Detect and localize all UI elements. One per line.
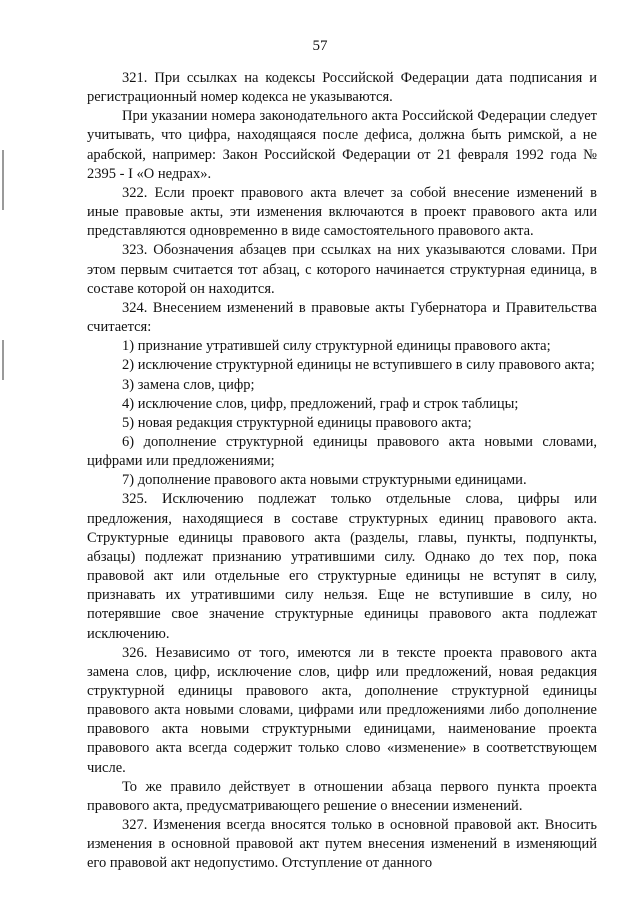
list-item-7: 7) дополнение правового акта новыми структурными единицами. [122, 472, 527, 489]
paragraph-322: 322. Если проект правового акта влечет за собой внесение изменений в иные правовые акты, эти изменения включаются в проект правового акта или представляются одновременно в виде самостоятельного правового акта. [87, 184, 597, 240]
paragraph-325: 325. Исключению подлежат только отдельные слова, цифры или предложения, находящиеся в составе структурных единиц правового акта. Структурные единицы правового акта (разделы, главы, пункты, подпункты, абзацы) подлежат признанию утратившими силу. Однако до тех пор, пока правовой акт или отдельные его структурные единицы не вступят в силу, признавать их утратившими силу нельзя. Еще не вступившие в силу, но потерявшие свое значение структурные единицы правового акта подлежат исключению. [87, 491, 597, 642]
paragraph-321: 321. При ссылках на кодексы Российской Федерации дата подписания и регистрационный номер кодекса не указываются. [87, 70, 597, 106]
list-item-1: 1) признание утратившей силу структурной единицы правового акта; [122, 338, 551, 355]
list-item-2: 2) исключение структурной единицы не вступившего в силу правового акта; [122, 357, 595, 374]
paragraph-324: 324. Внесением изменений в правовые акты Губернатора и Правительства считается: [87, 299, 597, 336]
scan-edge-mark [2, 150, 4, 210]
document-body [87, 69, 597, 874]
paragraph-323: 323. Обозначения абзацев при ссылках на них указываются словами. При этом первым считается тот абзац, с которого начинается структурная единица, в составе которой он находится. [87, 242, 597, 297]
paragraph-326-rule: То же правило действует в отношении абзаца первого пункта проекта правового акта, предусматривающего решение о внесении изменений. [87, 778, 597, 814]
scan-edge-mark [2, 340, 4, 380]
paragraph-327: 327. Изменения всегда вносятся только в основной правовой акт. Вносить изменения в основной правовой акт путем внесения изменений в изменяющий его правовой акт недопустимо. Отступление от данного [87, 817, 597, 872]
page-number: 57 [312, 38, 328, 54]
list-item-3: 3) замена слов, цифр; [122, 376, 255, 393]
list-item-6: 6) дополнение структурной единицы правового акта новыми словами, цифрами или предложениями; [87, 433, 597, 470]
paragraph-326: 326. Независимо от того, имеются ли в тексте проекта правового акта замена слов, цифр, исключение слов, цифр или предложений, новая редакция структурной единицы правового акта, дополнение структурной единицы правового акта новыми словами, цифрами или предложениями либо дополнение правового акта новыми структурными единицами, наименование проекта правового акта всегда содержит только слово «изменение» в соответствующем числе. [87, 644, 597, 776]
list-item-5: 5) новая редакция структурной единицы правового акта; [122, 414, 472, 431]
paragraph-321-note: При указании номера законодательного акта Российской Федерации следует учитывать, что цифра, находящаяся после дефиса, должна быть римской, а не арабской, например: Закон Российской Федерации от 21 февраля 1992 года № 2395 - I «О недрах». [87, 108, 597, 182]
list-item-4: 4) исключение слов, цифр, предложений, граф и строк таблицы; [122, 395, 519, 412]
